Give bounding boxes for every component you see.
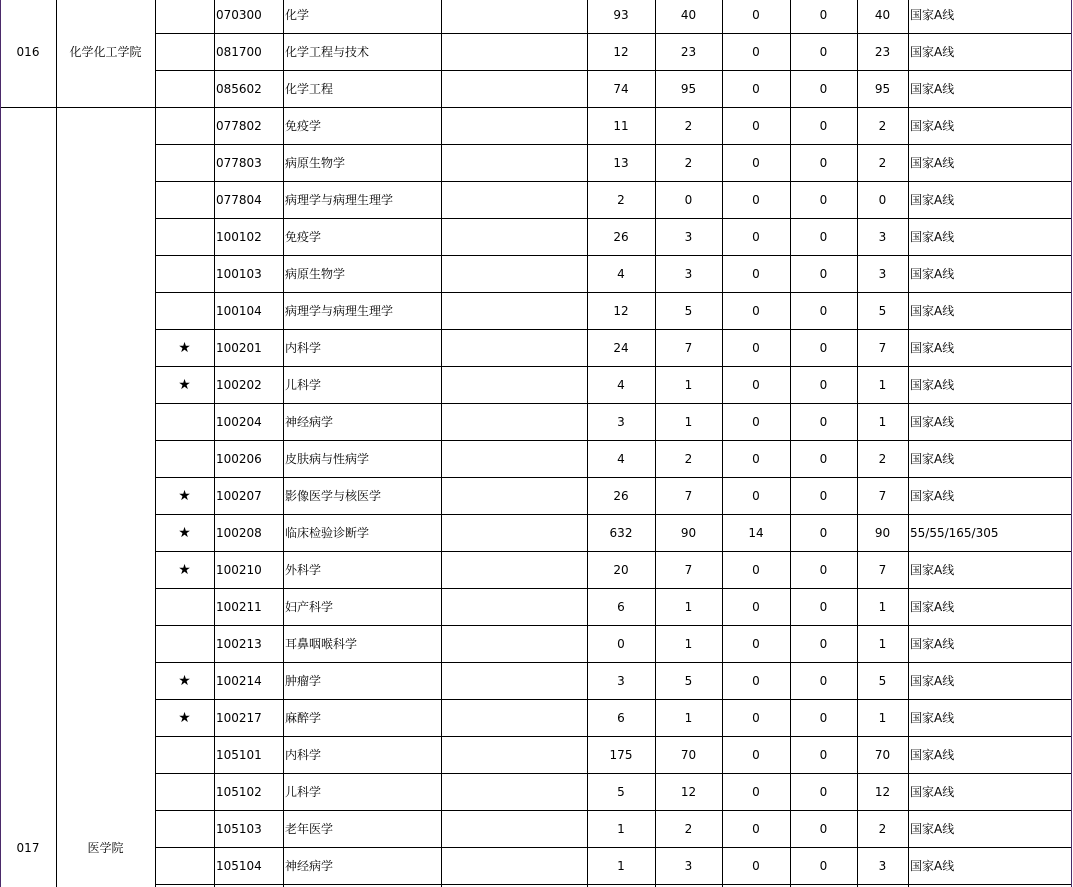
column-divider [655,0,656,887]
unified-count: 1 [878,599,887,614]
column-divider [283,0,284,887]
major-name: 妇产科学 [285,599,334,614]
major-name: 病理学与病理生理学 [285,303,394,318]
score-line: 55/55/165/305 [910,525,999,540]
special-count: 0 [819,266,828,281]
exempt-count: 0 [752,7,760,22]
applicants-count: 4 [617,451,625,466]
college-code: 016 [16,44,40,59]
blank-cell [441,736,587,773]
star-mark-icon [155,144,214,181]
star-mark-icon [155,440,214,477]
star-mark-icon: ★ [178,339,191,356]
major-name: 耳鼻咽喉科学 [285,636,358,651]
plan-count: 7 [684,488,693,503]
plan-count: 2 [684,451,693,466]
star-mark-icon: ★ [178,561,191,578]
row-divider [155,773,1071,774]
major-code: 100217 [216,710,262,725]
blank-cell [441,366,587,403]
row-divider [155,255,1071,256]
major-code: 077803 [216,155,262,170]
applicants-count: 0 [617,636,625,651]
unified-count: 23 [874,44,891,59]
applicants-count: 6 [617,599,625,614]
special-count: 0 [819,562,828,577]
plan-count: 2 [684,155,693,170]
exempt-count: 0 [752,747,760,762]
plan-count: 5 [684,303,693,318]
applicants-count: 4 [617,266,625,281]
major-code: 100102 [216,229,262,244]
major-name: 老年医学 [285,821,334,836]
special-count: 0 [819,155,828,170]
college-name: 医学院 [87,841,124,855]
major-name: 神经病学 [285,858,334,873]
exempt-count: 0 [752,784,760,799]
major-code: 100210 [216,562,262,577]
applicants-count: 13 [613,155,629,170]
special-count: 0 [819,673,828,688]
blank-cell [441,181,587,218]
row-divider [155,514,1071,515]
exempt-count: 0 [752,118,760,133]
star-mark-icon: ★ [178,376,191,393]
major-code: 105104 [216,858,262,873]
unified-count: 1 [878,414,887,429]
star-mark-icon [155,292,214,329]
major-code: 100208 [216,525,262,540]
applicants-count: 12 [613,44,629,59]
star-mark-icon: ★ [178,487,191,504]
special-count: 0 [819,414,828,429]
exempt-count: 0 [752,266,760,281]
special-count: 0 [819,488,828,503]
score-line: 国家A线 [910,821,955,836]
special-count: 0 [819,710,828,725]
special-count: 0 [819,377,828,392]
unified-count: 3 [878,266,887,281]
blank-cell [441,588,587,625]
blank-cell [441,255,587,292]
plan-count: 2 [684,118,693,133]
unified-count: 95 [874,81,891,96]
exempt-count: 0 [752,192,760,207]
row-divider [155,440,1071,441]
star-mark-icon [155,588,214,625]
blank-cell [441,70,587,107]
major-code: 100103 [216,266,262,281]
applicants-count: 74 [613,81,629,96]
exempt-count: 0 [752,229,760,244]
column-divider [857,0,858,887]
special-count: 0 [819,747,828,762]
major-name: 内科学 [285,747,322,762]
row-divider [155,366,1071,367]
star-mark-icon [155,107,214,144]
applicants-count: 1 [617,821,625,836]
major-name: 麻醉学 [285,710,322,725]
major-code: 077802 [216,118,262,133]
row-divider [155,847,1071,848]
special-count: 0 [819,340,828,355]
applicants-count: 5 [617,784,625,799]
major-name: 临床检验诊断学 [285,525,370,540]
score-line: 国家A线 [910,229,955,244]
column-divider [56,0,57,887]
column-divider [0,0,1,887]
unified-count: 70 [874,747,891,762]
blank-cell [441,847,587,884]
blank-cell [441,514,587,551]
unified-count: 3 [878,858,887,873]
special-count: 0 [819,821,828,836]
applicants-count: 93 [613,7,629,22]
major-code: 100213 [216,636,262,651]
applicants-count: 6 [617,710,625,725]
score-line: 国家A线 [910,340,955,355]
applicants-count: 175 [609,747,633,762]
major-name: 影像医学与核医学 [285,488,382,503]
major-name: 化学工程与技术 [285,44,370,59]
unified-count: 0 [878,192,887,207]
major-name: 儿科学 [285,784,322,799]
unified-count: 90 [874,525,891,540]
blank-cell [441,440,587,477]
row-divider [155,625,1071,626]
special-count: 0 [819,81,828,96]
college-name: 化学化工学院 [69,44,142,59]
plan-count: 70 [680,747,697,762]
score-line: 国家A线 [910,266,955,281]
score-line: 国家A线 [910,673,955,688]
star-mark-icon [155,403,214,440]
plan-count: 23 [680,44,697,59]
star-mark-icon [155,736,214,773]
exempt-count: 0 [752,488,760,503]
applicants-count: 20 [613,562,629,577]
blank-cell [441,662,587,699]
row-divider [155,699,1071,700]
major-code: 070300 [216,7,262,22]
column-divider [722,0,723,887]
exempt-count: 0 [752,858,760,873]
college-code: 017 [16,841,40,855]
major-name: 内科学 [285,340,322,355]
score-line: 国家A线 [910,155,955,170]
major-code: 085602 [216,81,262,96]
exempt-count: 0 [752,673,760,688]
star-mark-icon [155,70,214,107]
plan-count: 1 [684,414,693,429]
star-mark-icon [155,810,214,847]
star-mark-icon [155,33,214,70]
column-divider [587,0,588,887]
row-divider [155,588,1071,589]
blank-cell [441,699,587,736]
major-name: 肿瘤学 [285,673,322,688]
plan-count: 5 [684,673,693,688]
exempt-count: 0 [752,414,760,429]
exempt-count: 0 [752,303,760,318]
column-divider [790,0,791,887]
blank-cell [441,477,587,514]
major-code: 077804 [216,192,262,207]
row-divider [155,292,1071,293]
exempt-count: 0 [752,451,760,466]
score-line: 国家A线 [910,562,955,577]
plan-count: 1 [684,599,693,614]
star-mark-icon: ★ [178,672,191,689]
unified-count: 3 [878,229,887,244]
score-line: 国家A线 [910,747,955,762]
major-code: 100202 [216,377,262,392]
unified-count: 1 [878,377,887,392]
row-divider [155,403,1071,404]
exempt-count: 0 [752,81,760,96]
applicants-count: 632 [609,525,633,540]
unified-count: 1 [878,710,887,725]
star-mark-icon [155,255,214,292]
exempt-count: 0 [752,710,760,725]
score-line: 国家A线 [910,303,955,318]
column-divider [155,0,156,887]
unified-count: 40 [874,7,891,22]
major-code: 100204 [216,414,262,429]
major-code: 100207 [216,488,262,503]
major-name: 病原生物学 [285,266,346,281]
exempt-count: 14 [748,525,764,540]
score-line: 国家A线 [910,451,955,466]
star-mark-icon [155,181,214,218]
star-mark-icon [155,847,214,884]
score-line: 国家A线 [910,599,955,614]
plan-count: 1 [684,710,693,725]
special-count: 0 [819,525,828,540]
row-divider [155,736,1071,737]
blank-cell [441,551,587,588]
major-name: 病原生物学 [285,155,346,170]
plan-count: 3 [684,229,693,244]
plan-count: 3 [684,266,693,281]
major-code: 081700 [216,44,262,59]
applicants-count: 26 [613,488,629,503]
plan-count: 40 [680,7,697,22]
unified-count: 7 [878,340,887,355]
special-count: 0 [819,599,828,614]
major-code: 100104 [216,303,262,318]
major-code: 105102 [216,784,262,799]
major-code: 105103 [216,821,262,836]
score-line: 国家A线 [910,7,955,22]
special-count: 0 [819,118,828,133]
exempt-count: 0 [752,599,760,614]
exempt-count: 0 [752,821,760,836]
plan-count: 90 [680,525,697,540]
applicants-count: 4 [617,377,625,392]
plan-count: 95 [680,81,697,96]
special-count: 0 [819,303,828,318]
star-mark-icon [155,773,214,810]
applicants-count: 2 [617,192,625,207]
score-line: 国家A线 [910,414,955,429]
blank-cell [441,810,587,847]
major-code: 100201 [216,340,262,355]
score-line: 国家A线 [910,710,955,725]
applicants-count: 26 [613,229,629,244]
row-divider [155,884,1071,885]
blank-cell [441,292,587,329]
special-count: 0 [819,784,828,799]
major-code: 100214 [216,673,262,688]
plan-count: 12 [680,784,697,799]
column-divider [1071,0,1072,887]
star-mark-icon [155,0,214,33]
applicants-count: 12 [613,303,629,318]
plan-count: 1 [684,377,693,392]
plan-count: 7 [684,340,693,355]
unified-count: 7 [878,562,887,577]
applicants-count: 24 [613,340,629,355]
row-divider [155,181,1071,182]
blank-cell [441,107,587,144]
major-name: 化学 [285,7,310,22]
star-mark-icon [155,625,214,662]
major-code: 105101 [216,747,262,762]
row-divider [155,662,1071,663]
blank-cell [441,625,587,662]
blank-cell [441,773,587,810]
unified-count: 7 [878,488,887,503]
unified-count: 2 [878,451,887,466]
blank-cell [441,33,587,70]
plan-count: 1 [684,636,693,651]
special-count: 0 [819,451,828,466]
major-name: 外科学 [285,562,322,577]
score-line: 国家A线 [910,377,955,392]
special-count: 0 [819,192,828,207]
plan-count: 7 [684,562,693,577]
blank-cell [441,144,587,181]
row-divider [155,477,1071,478]
unified-count: 2 [878,155,887,170]
blank-cell [441,0,587,33]
major-name: 免疫学 [285,229,322,244]
blank-cell [441,329,587,366]
unified-count: 5 [878,303,887,318]
score-line: 国家A线 [910,81,955,96]
major-code: 100211 [216,599,262,614]
star-mark-icon [155,218,214,255]
score-line: 国家A线 [910,192,955,207]
applicants-count: 11 [613,118,629,133]
major-code: 100206 [216,451,262,466]
plan-count: 0 [684,192,693,207]
exempt-count: 0 [752,44,760,59]
row-divider [155,144,1071,145]
exempt-count: 0 [752,340,760,355]
unified-count: 5 [878,673,887,688]
score-line: 国家A线 [910,858,955,873]
major-name: 儿科学 [285,377,322,392]
blank-cell [441,403,587,440]
special-count: 0 [819,44,828,59]
star-mark-icon: ★ [178,709,191,726]
major-name: 皮肤病与性病学 [285,451,370,466]
row-divider [0,107,1071,108]
major-name: 神经病学 [285,414,334,429]
major-name: 免疫学 [285,118,322,133]
special-count: 0 [819,7,828,22]
score-line: 国家A线 [910,44,955,59]
special-count: 0 [819,229,828,244]
score-line: 国家A线 [910,118,955,133]
star-mark-icon: ★ [178,524,191,541]
plan-count: 2 [684,821,693,836]
unified-count: 1 [878,636,887,651]
exempt-count: 0 [752,155,760,170]
column-divider [441,0,442,887]
row-divider [155,70,1071,71]
major-name: 病理学与病理生理学 [285,192,394,207]
score-line: 国家A线 [910,784,955,799]
special-count: 0 [819,636,828,651]
unified-count: 2 [878,821,887,836]
score-line: 国家A线 [910,636,955,651]
unified-count: 12 [874,784,891,799]
row-divider [155,33,1071,34]
column-divider [908,0,909,887]
exempt-count: 0 [752,377,760,392]
exempt-count: 0 [752,562,760,577]
column-divider [214,0,215,887]
exempt-count: 0 [752,636,760,651]
row-divider [155,810,1071,811]
row-divider [155,218,1071,219]
row-divider [155,329,1071,330]
applicants-count: 1 [617,858,625,873]
unified-count: 2 [878,118,887,133]
score-line: 国家A线 [910,488,955,503]
special-count: 0 [819,858,828,873]
major-name: 化学工程 [285,81,334,96]
applicants-count: 3 [617,414,625,429]
applicants-count: 3 [617,673,625,688]
blank-cell [441,218,587,255]
plan-count: 3 [684,858,693,873]
row-divider [155,551,1071,552]
